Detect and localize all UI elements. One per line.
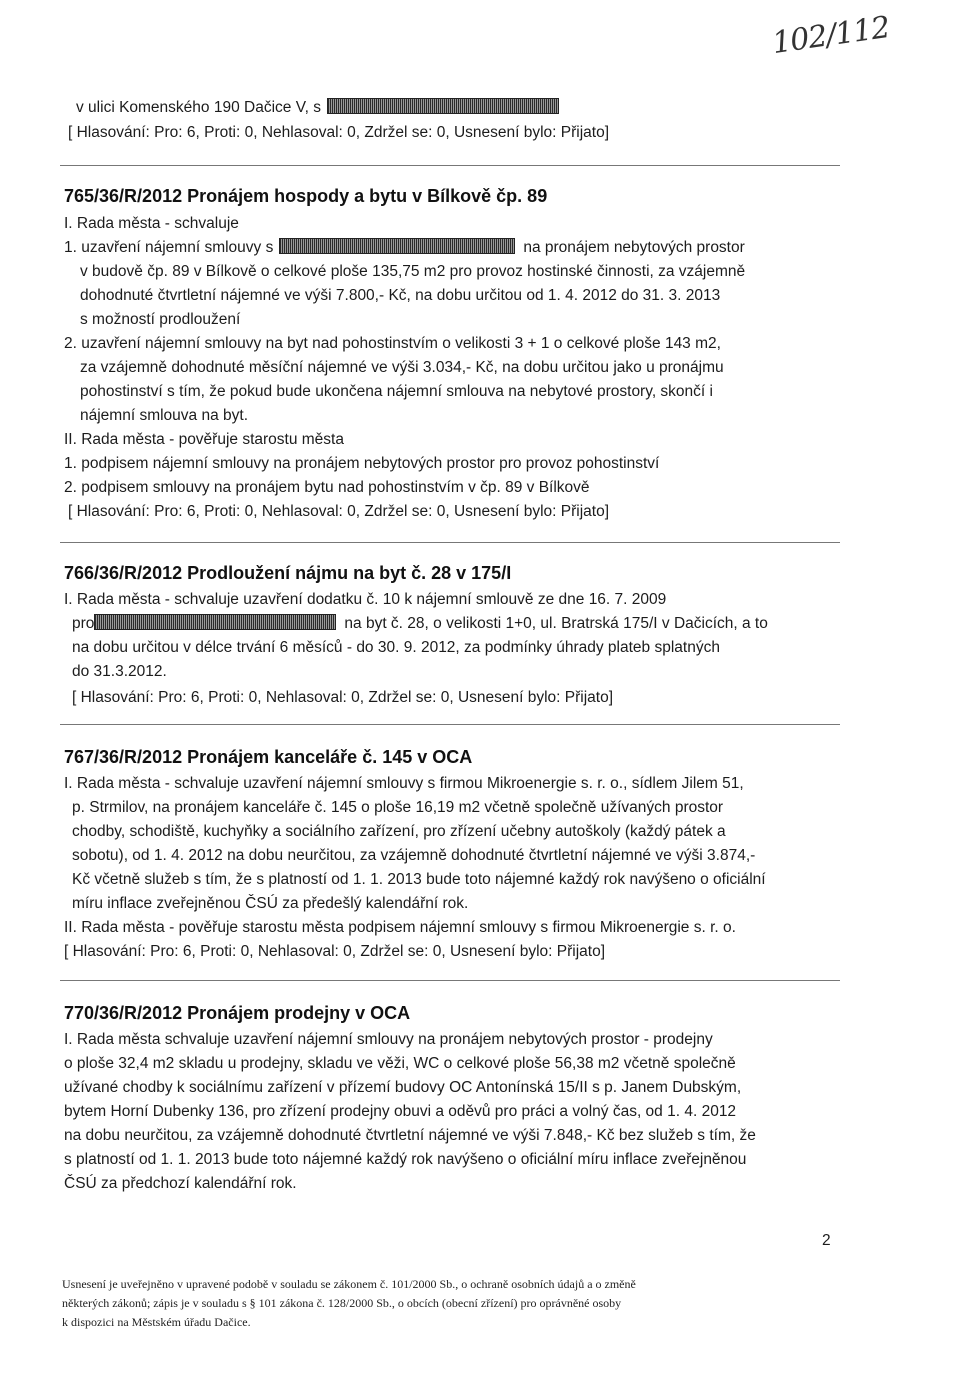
text-line: 1. podpisem nájemní smlouvy na pronájem nebytových prostor pro provoz pohostinství (64, 455, 660, 472)
text-line: p. Strmilov, na pronájem kanceláře č. 145 o ploše 16,19 m2 včetně společně užívaných prostor (72, 799, 724, 816)
text-line: 2. uzavření nájemní smlouvy na byt nad pohostinstvím o velikosti 3 + 1 o celkové ploše 143 m2, (64, 335, 721, 352)
text-line: I. Rada města schvaluje uzavření nájemní smlouvy na pronájem nebytových prostor - prodejny (64, 1031, 713, 1048)
text-line: pohostinství s tím, že pokud bude ukončena nájemní smlouva na nebytové prostory, skončí i (80, 383, 713, 400)
text-line: sobotu), od 1. 4. 2012 na dobu neurčitou, za vzájemně dohodnuté čtvrtletní nájemné ve výši 3.874,- (72, 847, 756, 864)
footer-note: Usnesení je uveřejněno v upravené podobě v souladu se zákonem č. 101/2000 Sb., o ochraně osobních údajů a o změně (62, 1277, 636, 1291)
text-line: bytem Horní Dubenky 136, pro zřízení prodejny obuvi a oděvů pro práci a volný čas, od 1. 4. 2012 (64, 1103, 737, 1120)
text-line: ČSÚ za předchozí kalendářní rok. (64, 1175, 297, 1192)
redaction-block (94, 614, 336, 630)
resolution-heading: 767/36/R/2012 Pronájem kanceláře č. 145 v OCA (64, 747, 473, 767)
redaction-block (327, 98, 559, 114)
footer-note: některých zákonů; zápis je v souladu s § 101 zákona č. 128/2000 Sb., o obcích (obecní zřízení) pro oprávněné osoby (62, 1296, 622, 1310)
text-line: s platností od 1. 1. 2013 bude toto nájemné každý rok navýšeno o oficiální míru inflace zveřejněnou (64, 1151, 747, 1168)
handwritten-page-reference: 102/112 (770, 9, 892, 62)
vote-record: [ Hlasování: Pro: 6, Proti: 0, Nehlasoval: 0, Zdržel se: 0, Usnesení bylo: Přijato] (64, 943, 606, 960)
text-line: v budově čp. 89 v Bílkově o celkové ploše 135,75 m2 pro provoz hostinské činnosti, za vzájemně (80, 263, 746, 280)
redaction-block (279, 238, 515, 254)
text-line: s možností prodloužení (80, 311, 241, 328)
text-line: za vzájemně dohodnuté měsíční nájemné ve výši 3.034,- Kč, na dobu určitou jako u pronájmu (80, 359, 724, 376)
text-line: I. Rada města - schvaluje uzavření nájemní smlouvy s firmou Mikroenergie s. r. o., sídlem Jilem 51, (64, 775, 744, 792)
footer-note: k dispozici na Městském úřadu Dačice. (62, 1315, 251, 1329)
text-line: dohodnuté čtvrtletní nájemné ve výši 7.800,- Kč, na dobu určitou od 1. 4. 2012 do 31. 3. 2013 (80, 287, 721, 304)
vote-record: [ Hlasování: Pro: 6, Proti: 0, Nehlasoval: 0, Zdržel se: 0, Usnesení bylo: Přijato] (68, 503, 610, 520)
text-line: pro na byt č. 28, o velikosti 1+0, ul. Bratrská 175/I v Dačicích, a to (72, 615, 768, 632)
text-line: II. Rada města - pověřuje starostu města (64, 431, 344, 448)
text-line: o ploše 32,4 m2 skladu u prodejny, skladu ve věži, WC o celkové ploše 56,38 m2 včetně společně (64, 1055, 736, 1072)
resolution-heading: 766/36/R/2012 Prodloužení nájmu na byt č. 28 v 175/I (64, 563, 512, 583)
text-line: na dobu určitou v délce trvání 6 měsíců - do 30. 9. 2012, za podmínky úhrady plateb splatných (72, 639, 720, 656)
resolution-heading: 770/36/R/2012 Pronájem prodejny v OCA (64, 1003, 411, 1023)
text-line: II. Rada města - pověřuje starostu města podpisem nájemní smlouvy s firmou Mikroenergie s. r. o. (64, 919, 736, 936)
section-divider (60, 980, 840, 981)
vote-record: [ Hlasování: Pro: 6, Proti: 0, Nehlasoval: 0, Zdržel se: 0, Usnesení bylo: Přijato] (68, 124, 610, 141)
vote-record: [ Hlasování: Pro: 6, Proti: 0, Nehlasoval: 0, Zdržel se: 0, Usnesení bylo: Přijato] (72, 689, 614, 706)
text-line: v ulici Komenského 190 Dačice V, s (76, 98, 559, 118)
text-line: míru inflace zveřejněnou ČSÚ za předešlý kalendářní rok. (72, 895, 469, 912)
text-line: I. Rada města - schvaluje (64, 215, 239, 232)
text-line: Kč včetně služeb s tím, že s platností od 1. 1. 2013 bude toto nájemné každý rok navýšeno o oficiální (72, 871, 766, 888)
text-line: I. Rada města - schvaluje uzavření dodatku č. 10 k nájemní smlouvě ze dne 16. 7. 2009 (64, 591, 667, 608)
text-line: 1. uzavření nájemní smlouvy s na pronájem nebytových prostor (64, 239, 745, 256)
section-divider (60, 724, 840, 725)
text-line: 2. podpisem smlouvy na pronájem bytu nad pohostinstvím v čp. 89 v Bílkově (64, 479, 590, 496)
text-line: chodby, schodiště, kuchyňky a sociálního zařízení, pro zřízení učebny autoškoly (každý pátek a (72, 823, 726, 840)
page-number: 2 (822, 1232, 831, 1249)
section-divider (60, 542, 840, 543)
text-line: užívané chodby k sociálnímu zařízení v přízemí budovy OC Antonínská 15/II s p. Janem Dubským, (64, 1079, 742, 1096)
text-line: nájemní smlouva na byt. (80, 407, 249, 424)
text-line: do 31.3.2012. (72, 663, 167, 680)
section-divider (60, 165, 840, 166)
resolution-heading: 765/36/R/2012 Pronájem hospody a bytu v Bílkově čp. 89 (64, 186, 548, 206)
text-line: na dobu neurčitou, za vzájemně dohodnuté čtvrtletní nájemné ve výši 7.848,- Kč bez služeb s tím, že (64, 1127, 756, 1144)
